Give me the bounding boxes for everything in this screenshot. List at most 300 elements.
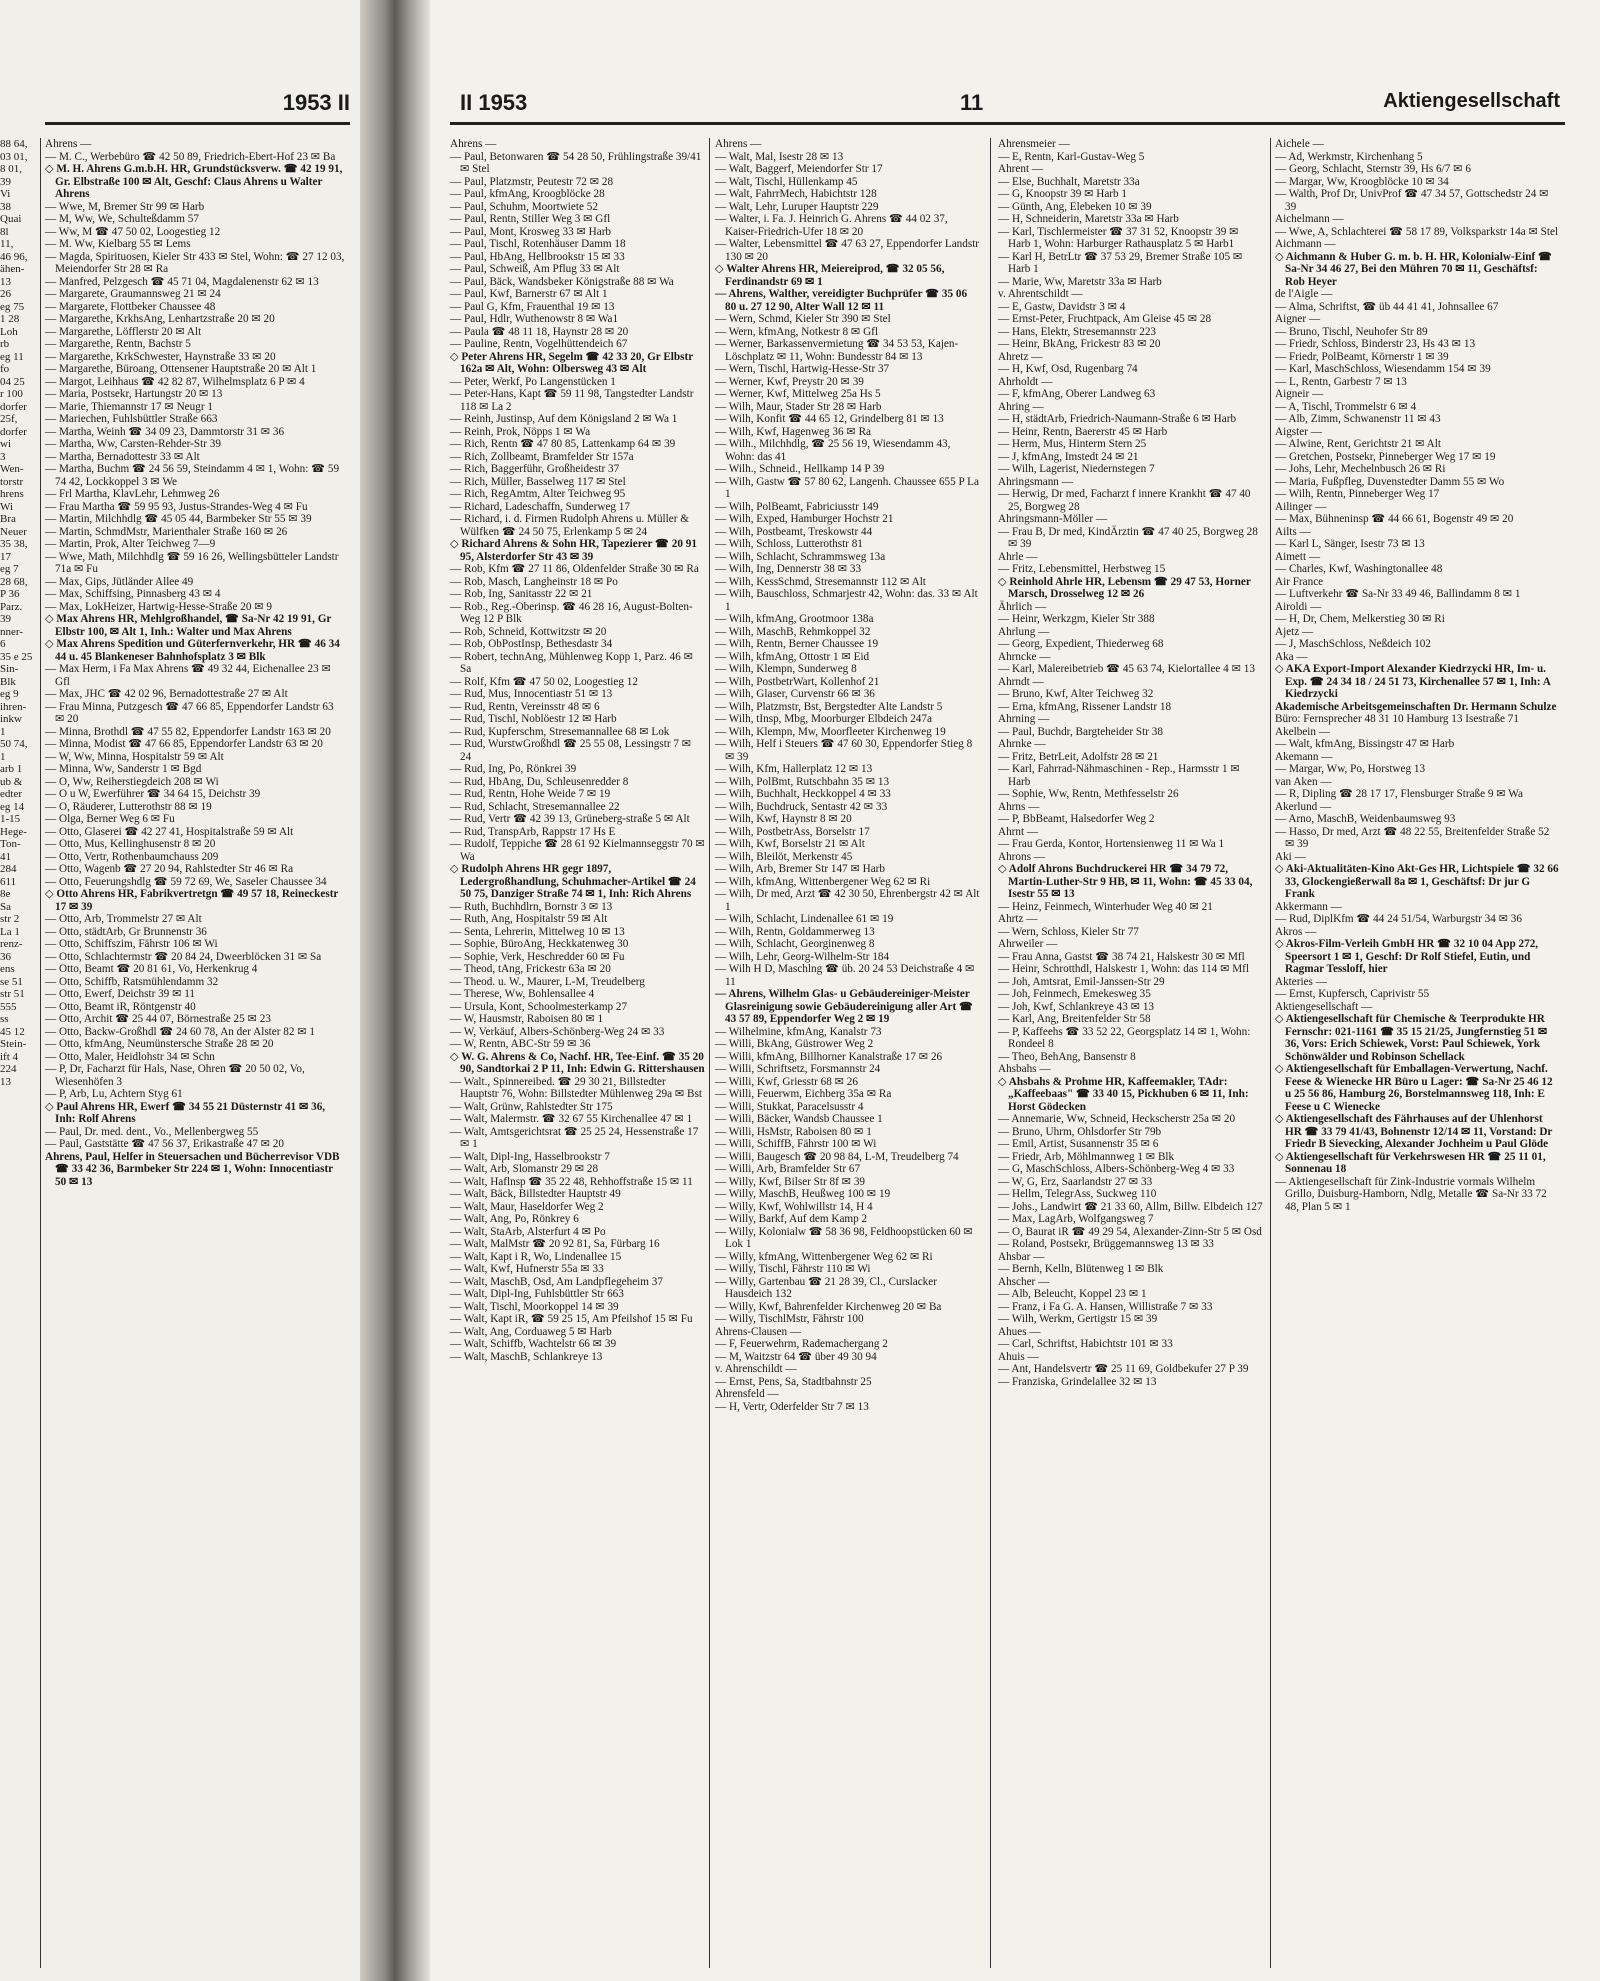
directory-entry: Ahrweiler —: [998, 938, 1058, 950]
right-header-rule: [450, 122, 1565, 125]
left-page: [0, 0, 360, 1981]
directory-entry: — Wilh, Bleilöt, Merkenstr 45: [715, 850, 853, 863]
directory-entry: — Wilh, Rentn, Pinneberger Weg 17: [1275, 488, 1440, 500]
directory-entry: — J, kfmAng, Imstedt 24 ✉ 21: [998, 450, 1139, 463]
directory-entry: — Otto, Maler, Heidlohstr 34 ✉ Schn: [45, 1050, 215, 1063]
margin-stub-text: Vi: [0, 188, 11, 200]
directory-entry: — Ruth, Ang, Hospitalstr 59 ✉ Alt: [450, 913, 608, 925]
margin-stub-text: Neuer: [0, 525, 27, 538]
directory-entry: — Ursula, Kont, Schoolmesterkamp 27: [450, 1000, 628, 1013]
directory-entry: Aki —: [1275, 850, 1306, 863]
directory-entry: — Alma, Schriftst, ☎ üb 44 41 41, Johnsallee 67: [1275, 300, 1499, 313]
directory-entry: Aka —: [1275, 650, 1308, 663]
margin-stub-text: 88 64,: [0, 138, 28, 150]
margin-stub-text: 50 74,: [0, 738, 28, 750]
directory-entry: — Wilh, Schlacht, Georginenweg 8: [715, 938, 875, 950]
directory-entry: — Bernh, Kelln, Blütenweg 1 ✉ Blk: [998, 1263, 1164, 1275]
directory-entry: Ahrons —: [998, 850, 1045, 863]
directory-entry: Ahrens-Clausen —: [715, 1325, 802, 1338]
directory-entry: Ahsbahs —: [998, 1063, 1051, 1075]
directory-entry: — Friedr, Schloss, Binderstr 23, Hs 43 ✉ 13: [1275, 338, 1476, 350]
margin-stub-text: arb 1: [0, 763, 23, 775]
directory-entry: — G, Knoopstr 39 ✉ Harb 1: [998, 188, 1128, 200]
directory-entry: — Rud, DiplKfm ☎ 44 24 51/54, Warburgstr 34 ✉ 36: [1275, 913, 1522, 925]
directory-entry: — Paul, Hdlr, Wuthenowstr 8 ✉ Wa1: [450, 313, 619, 325]
margin-stub-text: 8l: [0, 225, 9, 238]
directory-entry: ◇ Akros-Film-Verleih GmbH HR ☎ 32 10 04 App 272, Speersort 1 ✉ 1, Geschf: Dr Rolf Stiefel, Eutin, und Ragmar Tessloff, hier: [1275, 938, 1539, 975]
directory-entry: — Rud, Vertr ☎ 42 39 13, Grüneberg-straße 5 ✉ Alt: [450, 813, 690, 825]
directory-entry: — Wilh, Postbeamt, Treskowstr 44: [715, 525, 873, 538]
directory-entry: Ahringsmann-Möller —: [998, 513, 1108, 525]
directory-entry: — P, Kaffeehs ☎ 33 52 22, Georgsplatz 14 ✉ 1, Wohn: Rondeel 8: [998, 1025, 1251, 1050]
directory-entry: — Hellm, TelegrAss, Suckweg 110: [998, 1188, 1157, 1200]
directory-entry: — Margarethe, KrkhsAng, Lenhartzstraße 20 ✉ 20: [45, 313, 275, 325]
directory-entry: Ajetz —: [1275, 625, 1314, 638]
directory-entry: — Wilh, Dr med, Arzt ☎ 42 30 50, Ehrenbergstr 42 ✉ Alt 1: [715, 888, 980, 913]
directory-entry: Aimett —: [1275, 550, 1321, 563]
directory-entry: — Walt, Arb, Slomanstr 29 ✉ 28: [450, 1163, 599, 1175]
margin-stub-text: eg 9: [0, 688, 19, 700]
directory-entry: — E, Gastw, Davidstr 3 ✉ 4: [998, 300, 1126, 313]
directory-entry: — Willy, Barkf, Auf dem Kamp 2: [715, 1213, 868, 1225]
directory-entry: — Paul, Schweiß, Am Pflug 33 ✉ Alt: [450, 263, 620, 275]
directory-entry: — Wilh, Kwf, Haynstr 8 ✉ 20: [715, 813, 852, 825]
directory-entry: — Wilh, Ing, Dennerstr 38 ✉ 33: [715, 563, 862, 575]
directory-entry: — Rud, Rentn, Hohe Weide 7 ✉ 19: [450, 788, 611, 800]
directory-entry: — J, MaschSchloss, Neßdeich 102: [1275, 638, 1431, 650]
directory-entry: — Heinr, Schrotthdl, Halskestr 1, Wohn: das 114 ✉ Mfl: [998, 963, 1250, 975]
directory-entry: — Margarethe, Löfflerstr 20 ✉ Alt: [45, 325, 202, 338]
directory-entry: Ahrndt —: [998, 675, 1044, 688]
directory-entry: — Alwine, Rent, Gerichtstr 21 ✉ Alt: [1275, 438, 1441, 450]
directory-entry: — O, Baurat iR ☎ 49 29 54, Alexander-Zinn-Str 5 ✉ Osd: [998, 1225, 1262, 1238]
margin-stub-text: ens: [0, 963, 15, 975]
margin-stub-text: 8 01,: [0, 163, 22, 175]
margin-stub-text: 39: [0, 175, 11, 188]
directory-entry: — M. C., Werbebüro ☎ 42 50 89, Friedrich-Ebert-Hof 23 ✉ Ba: [45, 150, 336, 163]
directory-entry: de l'Aigle —: [1275, 288, 1333, 300]
directory-entry: — Rud, Kupferschm, Stresemannallee 68 ✉ Lok: [450, 725, 670, 738]
directory-entry: — Rob, ObPostInsp, Bethesdastr 34: [450, 638, 613, 650]
directory-entry: — Walt, kfmAng, Bissingstr 47 ✉ Harb: [1275, 738, 1455, 750]
margin-stub-text: La 1: [0, 925, 20, 938]
directory-entry: — Willy, Kwf, Bilser Str 8f ✉ 39: [715, 1175, 866, 1188]
directory-entry: — Rob, Schneid, Kottwitzstr ✉ 20: [450, 625, 607, 638]
directory-entry: Ahrtz —: [998, 913, 1038, 925]
directory-entry: — Walt, Malermstr. ☎ 32 67 55 Kirchenallee 47 ✉ 1: [450, 1113, 693, 1125]
directory-entry: — Wwe, Math, Milchhdlg ☎ 59 16 26, Wellingsbütteler Landstr 71a ✉ Fu: [45, 550, 339, 575]
directory-entry: — Walter, Lebensmittel ☎ 47 63 27, Eppendorfer Landstr 130 ✉ 20: [715, 238, 980, 263]
directory-entry: — Heinr, BkAng, Frickestr 83 ✉ 20: [998, 338, 1161, 350]
directory-entry: — Wilhelmine, kfmAng, Kanalstr 73: [715, 1025, 882, 1038]
left-page-column: [45, 138, 345, 1188]
directory-entry: — Willy, Tischl, Fährstr 110 ✉ Wi: [715, 1263, 871, 1275]
directory-entry: — Walt., Spinnereibed. ☎ 29 30 21, Billstedter Hauptstr 76, Wohn: Billstedter Mühlenweg 29a ✉ Bst: [450, 1075, 702, 1100]
directory-entry: — Ruth, Buchhdlrn, Bornstr 3 ✉ 13: [450, 900, 613, 913]
directory-entry: ◇ M. H. Ahrens G.m.b.H. HR, Grundstücksverw. ☎ 42 19 91, Gr. Elbstraße 100 ✉ Alt, Geschf: Claus Ahrens u Walter Ahrens: [45, 163, 343, 200]
directory-entry: — Theo, BehAng, Bansenstr 8: [998, 1050, 1136, 1063]
directory-entry: Ahuis —: [998, 1350, 1039, 1363]
directory-entry: — Paul, Platzmstr, Peutestr 72 ✉ 28: [450, 175, 614, 188]
directory-entry: — E, Rentn, Karl-Gustav-Weg 5: [998, 150, 1145, 163]
directory-entry: — Willy, Kwf, Bahrenfelder Kirchenweg 20 ✉ Ba: [715, 1300, 942, 1313]
margin-stub-text: Blk: [0, 675, 16, 688]
directory-entry: — Frau B, Dr med, KindÄrztin ☎ 47 40 25, Borgweg 28 ✉ 39: [998, 525, 1258, 550]
directory-entry: Ahrens —: [450, 138, 497, 150]
directory-entry: — Rud, Rentn, Vereinsstr 48 ✉ 6: [450, 700, 600, 713]
directory-entry: — Paul, Kwf, Barnerstr 67 ✉ Alt 1: [450, 288, 608, 300]
directory-entry: — M, Waitzstr 64 ☎ über 49 30 94: [715, 1350, 877, 1363]
directory-entry: — Walt, FahrrMech, Habichtstr 128: [715, 188, 877, 200]
directory-entry: ◇ W. G. Ahrens & Co, Nachf. HR, Tee-Einf. ☎ 35 20 90, Sandtorkai 2 P 11, Inh: Edwin G. Rittershausen: [450, 1050, 705, 1075]
directory-entry: — Ad, Werkmstr, Kirchenhang 5: [1275, 150, 1423, 163]
directory-entry: — W, Rentn, ABC-Str 59 ✉ 36: [450, 1038, 591, 1050]
margin-stub-text: eg 14: [0, 800, 25, 813]
directory-entry: — Otto, kfmAng, Neumünstersche Straße 28 ✉ 20: [45, 1038, 274, 1050]
directory-entry: — Margarethe, Rentn, Bachstr 5: [45, 338, 191, 350]
directory-entry: — Wilh, PolBeamt, Fabriciusstr 149: [715, 500, 879, 513]
directory-entry: — Peter-Hans, Kapt ☎ 59 11 98, Tangstedter Landstr 118 ✉ La 2: [450, 388, 694, 413]
directory-entry: — Johs., Landwirt ☎ 21 33 60, Allm, Billw. Elbdeich 127: [998, 1200, 1263, 1213]
directory-entry: Akelbein —: [1275, 725, 1330, 738]
directory-entry: Ahrensmeier —: [998, 138, 1070, 150]
directory-entry: — Rich, Baggerführ, Großheidestr 37: [450, 463, 620, 475]
directory-entry: — Wilh., Milchhdlg, ☎ 25 56 19, Wiesendamm 43, Wohn: das 41: [715, 438, 951, 463]
section-title: Aktiengesellschaft: [1383, 90, 1560, 112]
directory-entry: — H, städtArb, Friedrich-Naumann-Straße 6 ✉ Harb: [998, 413, 1237, 425]
directory-entry: Ährlich —: [998, 600, 1047, 613]
margin-stub-text: dorfer: [0, 400, 27, 413]
directory-entry: — H, Schneiderin, Maretstr 33a ✉ Harb: [998, 213, 1179, 225]
directory-entry: Ailinger —: [1275, 500, 1327, 513]
directory-entry: — Paul, Buchdr, Bargteheider Str 38: [998, 725, 1163, 738]
directory-entry: — Frl Martha, KlavLehr, Lehmweg 26: [45, 488, 220, 500]
directory-entry: — Walter, i. Fa. J. Heinrich G. Ahrens ☎ 44 02 37, Kaiser-Friedrich-Ufer 18 ✉ 20: [715, 213, 948, 238]
directory-entry: — Olga, Berner Weg 6 ✉ Fu: [45, 813, 175, 825]
directory-entry: — Wwe, A, Schlachterei ☎ 58 17 89, Volksparkstr 14a ✉ Stel: [1275, 225, 1559, 238]
directory-entry: — Maria, Fußpfleg, Duvenstedter Damm 55 ✉ Wo: [1275, 475, 1505, 488]
margin-stub-text: 35 38,: [0, 538, 28, 550]
directory-entry: ◇ Walter Ahrens HR, Meiereiprod, ☎ 32 05 56, Ferdinandstr 69 ✉ 1: [715, 263, 945, 288]
margin-stub-text: wi: [0, 438, 11, 450]
directory-entry: — F, kfmAng, Oberer Landweg 63: [998, 388, 1156, 400]
directory-entry: Ahring —: [998, 400, 1044, 413]
directory-entry: — Joh, Amtsrat, Emil-Janssen-Str 29: [998, 975, 1165, 988]
directory-entry: — Paul, Dr. med. dent., Vo., Mellenbergweg 55: [45, 1125, 259, 1138]
directory-entry: — R, Dipling ☎ 28 17 17, Flensburger Straße 9 ✉ Wa: [1275, 788, 1523, 800]
directory-entry: — Fritz, BetrLeit, Adolfstr 28 ✉ 21: [998, 750, 1159, 763]
directory-entry: Ahrning —: [998, 713, 1050, 725]
directory-entry: — Rob, Kfm ☎ 27 11 86, Oldenfelder Straße 30 ✉ Ra: [450, 563, 699, 575]
directory-entry: Büro: Fernsprecher 48 31 10 Hamburg 13 Isestraße 71: [1275, 713, 1519, 725]
directory-entry: — P, BbBeamt, Halsedorfer Weg 2: [998, 813, 1155, 825]
directory-entry: — Wilh, Maur, Stader Str 28 ✉ Harb: [715, 400, 882, 413]
directory-entry: — Otto, Mus, Kellinghusenstr 8 ✉ 20: [45, 838, 216, 850]
directory-entry: — Willi, SchiffB, Fährstr 100 ✉ Wi: [715, 1138, 877, 1150]
directory-entry: — Margarete, Graumannsweg 21 ✉ 24: [45, 288, 221, 300]
directory-entry: — Walth, Prof Dr, UnivProf ☎ 47 34 57, Gottschedstr 24 ✉ 39: [1275, 188, 1549, 213]
directory-entry: — Rob, Ing, Sanitasstr 22 ✉ 21: [450, 588, 593, 600]
directory-entry: — Reinh, Justinsp, Auf dem Königsland 2 ✉ Wa 1: [450, 413, 678, 425]
directory-entry: — Herm, Mus, Hinterm Stern 25: [998, 438, 1147, 450]
directory-entry: — Otto, Schlachtermstr ☎ 20 84 24, Dweerblöcken 31 ✉ Sa: [45, 950, 322, 963]
directory-entry: — Martha, Buchm ☎ 24 56 59, Steindamm 4 ✉ 1, Wohn: ☎ 59 74 42, Lockkoppel 3 ✉ We: [45, 463, 340, 488]
directory-entry: — O, Ww, Reiherstiegdeich 208 ✉ Wi: [45, 775, 219, 788]
directory-entry: — Willi, Bäcker, Wandsb Chaussee 1: [715, 1113, 883, 1125]
directory-entry: — Erna, kfmAng, Rissener Landstr 18: [998, 700, 1172, 713]
directory-entry: — Willy, Kolonialw ☎ 58 36 98, Feldhoopstücken 60 ✉ Lok 1: [715, 1225, 973, 1250]
directory-entry: — Walt, Schiffb, Wachtelstr 66 ✉ 39: [450, 1338, 617, 1350]
margin-stub-text: Hege-: [0, 825, 27, 838]
directory-entry: Akemann —: [1275, 750, 1333, 763]
margin-stub-text: 25f,: [0, 413, 18, 425]
margin-stub-text: torstr: [0, 475, 24, 488]
directory-entry: — H, Vertr, Oderfelder Str 7 ✉ 13: [715, 1400, 869, 1413]
margin-stub-text: 1: [0, 725, 6, 738]
margin-stub-text: 13: [0, 275, 11, 288]
directory-entry: ◇ Aktiengesellschaft für Chemische & Teerprodukte HR Fernschr: 021-1161 ☎ 35 15 21/25, Jungfernstieg 51 ✉ 36, Vors: Erich Schiewek, Vorst: Paul Schiewek, York Schönwälder und Robinson Schellack: [1275, 1013, 1548, 1063]
margin-stub-text: 6: [0, 638, 6, 650]
directory-entry: — Rud, Ing, Po, Rönkrei 39: [450, 763, 577, 775]
margin-stub-text: rb: [0, 338, 10, 350]
margin-stub-text: r 100: [0, 388, 23, 400]
directory-entry: — W, Ww, Minna, Hospitalstr 59 ✉ Alt: [45, 750, 224, 763]
margin-stub-text: str 51: [0, 988, 25, 1000]
directory-entry: — Ernst-Peter, Fruchtpack, Am Gleise 45 ✉ 28: [998, 313, 1212, 325]
directory-entry: — Paul, Tischl, Rotenhäuser Damm 18: [450, 238, 626, 250]
directory-entry: — Paul G, Kfm, Frauenthal 19 ✉ 13: [450, 300, 615, 313]
directory-entry: — Paul, Betonwaren ☎ 54 28 50, Frühlingstraße 39/41 ✉ Stel: [450, 150, 702, 175]
column-divider-3: [1270, 138, 1271, 1968]
directory-entry: — Rolf, Kfm ☎ 47 50 02, Loogestieg 12: [450, 675, 638, 688]
directory-entry: — Otto, Arb, Trommelstr 27 ✉ Alt: [45, 913, 202, 925]
directory-entry: — Wilh, Klempn, Sunderweg 8: [715, 663, 857, 675]
directory-entry: — Wilh, Kwf, Hagenweg 36 ✉ Ra: [715, 425, 871, 438]
directory-entry: — Charles, Kwf, Washingtonallee 48: [1275, 563, 1443, 575]
directory-entry: — Emil, Artist, Susannenstr 35 ✉ 6: [998, 1138, 1159, 1150]
directory-entry: — Roland, Postsekr, Brüggemannsweg 13 ✉ 33: [998, 1238, 1214, 1250]
directory-entry: — Walt, StaArb, Alsterfurt 4 ✉ Po: [450, 1225, 606, 1238]
directory-entry: Ailts —: [1275, 525, 1311, 538]
directory-entry: — Rud, Schlacht, Stresemannallee 22: [450, 800, 620, 813]
directory-entry: Ahringsmann —: [998, 475, 1073, 488]
directory-entry: — Willi, Baugesch ☎ 20 98 84, L-M, Treudelberg 74: [715, 1150, 959, 1163]
directory-entry: — Walt, Tischl, Moorkoppel 14 ✉ 39: [450, 1300, 619, 1313]
directory-entry: — Rob., Reg.-Oberinsp. ☎ 46 28 16, August-Bolten-Weg 12 P Blk: [450, 600, 693, 625]
directory-entry: — P, Arb, Lu, Achtern Styg 61: [45, 1088, 183, 1100]
directory-entry: — Heinr, Werkzgm, Kieler Str 388: [998, 613, 1155, 625]
directory-entry: — Pauline, Rentn, Vogelhüttendeich 67: [450, 338, 628, 350]
directory-entry: — Marie, Ww, Maretstr 33a ✉ Harb: [998, 275, 1162, 288]
directory-entry: — Margarethe, Büroang, Ottensener Hauptstraße 20 ✉ Alt 1: [45, 363, 317, 375]
directory-entry: Aichmann —: [1275, 238, 1336, 250]
directory-entry: — Fritz, Lebensmittel, Herbstweg 15: [998, 563, 1166, 575]
directory-entry: — Wern, Schmd, Kieler Str 390 ✉ Stel: [715, 313, 891, 325]
margin-stub-text: eg 75: [0, 300, 25, 313]
directory-entry: — Karl, Tischlermeister ☎ 37 31 52, Knoopstr 39 ✉ Harb 1, Wohn: Harburger Rathausplatz 5 ✉ Harb1: [998, 225, 1239, 250]
directory-entry: — Otto, Backw-Großhdl ☎ 24 60 78, An der Alster 82 ✉ 1: [45, 1025, 316, 1038]
directory-entry: Ahrle —: [998, 550, 1038, 563]
directory-entry: — Wern, Tischl, Hartwig-Hesse-Str 37: [715, 363, 890, 375]
directory-entry: — Sophie, Ww, Rentn, Methfesselstr 26: [998, 788, 1179, 800]
directory-entry: Ahrensfeld —: [715, 1388, 779, 1400]
directory-entry: ◇ AKA Export-Import Alexander Kiedrzycki HR, Im- u. Exp. ☎ 24 34 18 / 24 51 73, Kirchenallee 57 ✉ 1, Inh: A Kiedrzycki: [1275, 663, 1551, 700]
margin-stub-text: edter: [0, 788, 22, 800]
directory-entry: — Otto, Beamt iR, Röntgenstr 40: [45, 1000, 196, 1013]
page-number: 11: [960, 90, 984, 115]
directory-entry: — Theod. u. W., Maurer, L-M, Treudelberg: [450, 975, 645, 988]
margin-stub-text: 36: [0, 950, 11, 963]
directory-entry: — Werner, Barkassenvermietung ☎ 34 53 53, Kajen-Löschplatz ✉ 11, Wohn: Bundesstr 84 ✉ 13: [715, 338, 959, 363]
directory-entry: — Willy, TischlMstr, Fährstr 100: [715, 1313, 864, 1325]
directory-entry: — Magda, Spirituosen, Kieler Str 433 ✉ Stel, Wohn: ☎ 27 12 03, Meiendorfer Str 28 ✉ Ra: [45, 250, 345, 275]
directory-entry: Ahrnke —: [998, 738, 1046, 750]
directory-entry: — Wern, kfmAng, Notkestr 8 ✉ Gfl: [715, 325, 879, 338]
directory-entry: — A, Tischl, Trommelstr 6 ✉ 4: [1275, 400, 1417, 413]
left-column-divider: [40, 138, 41, 1968]
directory-entry: — W, Hausmstr, Raboisen 80 ✉ 1: [450, 1013, 604, 1025]
directory-entry: Aktiengesellschaft —: [1275, 1000, 1373, 1013]
directory-entry: — Wilh, Buchdruck, Sentastr 42 ✉ 33: [715, 800, 888, 813]
right-header-year: II 1953: [460, 90, 528, 115]
directory-entry: Ahrens, Paul, Helfer in Steuersachen und Bücherrevisor VDB ☎ 33 42 36, Barmbeker Str 224 ✉ 1, Wohn: Innocentiastr 50 ✉ 13: [45, 1150, 340, 1188]
directory-entry: — Rud, Mus, Innocentiastr 51 ✉ 13: [450, 688, 613, 700]
directory-entry: — H, Dr, Chem, Melkerstieg 30 ✉ Ri: [1275, 613, 1445, 625]
directory-entry: — L, Rentn, Garbestr 7 ✉ 13: [1275, 375, 1407, 388]
directory-entry: Ahrent —: [998, 163, 1044, 175]
directory-entry: — Wilh H D, Maschlng ☎ üb. 20 24 53 Deichstraße 4 ✉ 11: [715, 963, 975, 988]
directory-entry: ◇ Adolf Ahrons Buchdruckerei HR ☎ 34 79 72, Martin-Luther-Str 9 HB, ✉ 11, Wohn: ☎ 45 33 04, Isestr 55 ✉ 13: [998, 863, 1253, 900]
directory-entry: — Wilh, kfmAng, Ottostr 1 ✉ Eid: [715, 650, 870, 663]
directory-entry: — Walt, Dipl-Ing, Hasselbrookstr 7: [450, 1150, 610, 1163]
directory-entry: — Willi, Arb, Bramfelder Str 67: [715, 1163, 861, 1175]
directory-entry: — Robert, technAng, Mühlenweg Kopp 1, Parz. 46 ✉ Sa: [450, 650, 694, 675]
directory-entry: Aigner —: [1275, 313, 1321, 325]
directory-entry: — Willi, Feuerwm, Eichberg 35a ✉ Ra: [715, 1088, 892, 1100]
directory-entry: — Aktiengesellschaft für Zink-Industrie vormals Wilhelm Grillo, Duisburg-Hamborn, Ndlg, Metalle ☎ Sa-Nr 33 72 48, Plan 5 ✉ 1: [1275, 1175, 1547, 1213]
directory-entry: van Aken —: [1275, 775, 1332, 788]
directory-entry: — Walt, Maur, Haseldorfer Weg 2: [450, 1200, 604, 1213]
margin-stub-text: ihren-: [0, 700, 27, 713]
directory-entry: ◇ Peter Ahrens HR, Segelm ☎ 42 33 20, Gr Elbstr 162a ✉ Alt, Wohn: Olbersweg 43 ✉ Alt: [450, 350, 693, 375]
left-header-rule: [45, 122, 350, 125]
directory-entry: — Walt, MaschB, Osd, Am Landpflegeheim 37: [450, 1275, 663, 1288]
directory-entry: — Wilh, Glaser, Curvenstr 66 ✉ 36: [715, 688, 875, 700]
directory-entry: — Wilh, kfmAng, Wittenbergener Weg 62 ✉ Ri: [715, 875, 931, 888]
directory-entry: — Senta, Lehrerin, Mittelweg 10 ✉ 13: [450, 925, 625, 938]
margin-stub-text: Wi: [0, 500, 13, 513]
margin-stub-text: ift 4: [0, 1050, 19, 1063]
directory-entry: — Margar, Ww, Kroogblöcke 10 ✉ 34: [1275, 175, 1449, 188]
directory-entry: — Johs, Lehr, Mechelnbusch 26 ✉ Ri: [1275, 463, 1446, 475]
directory-entry: — Willi, Kwf, Griesstr 68 ✉ 26: [715, 1075, 858, 1088]
directory-entry: — Paul, kfmAng, Kroogblöcke 28: [450, 188, 605, 200]
directory-entry: — Wilh, MaschB, Rehmkoppel 32: [715, 625, 871, 638]
directory-entry: Ahsbar —: [998, 1250, 1045, 1263]
directory-entry: — Willi, Stukkat, Paracelsusstr 4: [715, 1100, 864, 1113]
directory-entry: Ahues —: [998, 1325, 1041, 1338]
directory-entry: Ahrnt —: [998, 825, 1039, 838]
directory-entry: — Rich, Zollbeamt, Bramfelder Str 157a: [450, 450, 634, 463]
margin-stub-text: 41: [0, 850, 11, 863]
directory-entry: — Wern, Schloss, Kieler Str 77: [998, 925, 1139, 938]
directory-entry: Ahrncke —: [998, 650, 1051, 663]
directory-entry: — Bruno, Kwf, Alter Teichweg 32: [998, 688, 1154, 700]
directory-entry: — Otto, Beamt ☎ 20 81 61, Vo, Herkenkrug 4: [45, 963, 258, 975]
margin-stub-text: nner-: [0, 625, 23, 638]
directory-entry: Akkermann —: [1275, 900, 1342, 913]
directory-entry: ◇ Aki-Aktualitäten-Kino Akt-Ges HR, Lichtspiele ☎ 32 66 33, Glockengießerwall 8a ✉ 1, Geschäftsf: Dr jur G Frank: [1275, 863, 1559, 900]
directory-entry: — Martin, Milchhdlg ☎ 45 05 44, Barmbeker Str 55 ✉ 39: [45, 513, 312, 525]
directory-entry: — Willy, Gartenbau ☎ 21 28 39, Cl., Curslacker Hausdeich 132: [715, 1275, 937, 1300]
directory-entry: — Otto, städtArb, Gr Brunnenstr 36: [45, 925, 207, 938]
directory-entry: — Carl, Schriftst, Habichtstr 101 ✉ 33: [998, 1338, 1173, 1350]
directory-entry: — Wilh, kfmAng, Grootmoor 138a: [715, 613, 874, 625]
directory-entry: — Friedr, Arb, Möhlmannweg 1 ✉ Blk: [998, 1150, 1175, 1163]
directory-entry: — Walt, Tischl, Hüllenkamp 45: [715, 175, 858, 188]
directory-entry: — Wilh., Schneid., Hellkamp 14 P 39: [715, 463, 885, 475]
directory-entry: ◇ Max Ahrens HR, Mehlgroßhandel, ☎ Sa-Nr 42 19 91, Gr Elbstr 100, ✉ Alt 1, Inh.: Walter und Max Ahrens: [45, 613, 332, 638]
margin-stub-text: 26: [0, 288, 11, 300]
directory-entry: — Sophie, Verk, Heschredder 60 ✉ Fu: [450, 950, 625, 963]
directory-entry: Ahrens —: [715, 138, 762, 150]
directory-entry: — Otto, Wagenb ☎ 27 20 94, Rahlstedter Str 46 ✉ Ra: [45, 863, 294, 875]
directory-entry: — Walt, Ang, Corduaweg 5 ✉ Harb: [450, 1325, 612, 1338]
directory-entry: — Walt, Haflnsp ☎ 35 22 48, Rehhoffstraße 15 ✉ 11: [450, 1175, 693, 1188]
directory-entry: — Paul, Bäck, Wandsbeker Königstraße 88 ✉ Wa: [450, 275, 674, 288]
directory-entry: — Wilh, PostbetrAss, Borselstr 17: [715, 825, 870, 838]
directory-entry: — H, Kwf, Osd, Rugenbarg 74: [998, 363, 1138, 375]
directory-entry: — Rich, Rentn ☎ 47 80 85, Lattenkamp 64 ✉ 39: [450, 438, 676, 450]
directory-entry: — Gretchen, Postsekr, Pinneberger Weg 17 ✉ 19: [1275, 450, 1496, 463]
directory-entry: Ahrholdt —: [998, 375, 1053, 388]
directory-entry: — Werner, Kwf, Preystr 20 ✉ 39: [715, 375, 864, 388]
directory-entry: — Willy, Kwf, Wohlwillstr 14, H 4: [715, 1200, 873, 1213]
directory-entry: — O u W, Ewerführer ☎ 34 64 15, Deichstr 39: [45, 788, 261, 800]
directory-entry: — Walt, Kapt i R, Wo, Lindenallee 15: [450, 1250, 622, 1263]
margin-stub-text: eg 11: [0, 350, 24, 363]
directory-entry: — Wilh, Schlacht, Lindenallee 61 ✉ 19: [715, 913, 894, 925]
directory-entry: — P, Dr, Facharzt für Hals, Nase, Ohren ☎ 20 50 02, Vo, Wiesenhöfen 3: [45, 1063, 305, 1088]
margin-stub-text: 39: [0, 613, 11, 625]
directory-entry: — Wilh, KessSchmd, Stresemannstr 112 ✉ Alt: [715, 575, 926, 588]
directory-entry: — Paul, HbAng, Hellbrookstr 15 ✉ 33: [450, 250, 625, 263]
directory-entry: Ahrlung —: [998, 625, 1050, 638]
margin-stub-text: 28 68,: [0, 575, 28, 588]
directory-entry: ◇ Aichmann & Huber G. m. b. H. HR, Kolonialw-Einf ☎ Sa-Nr 34 46 27, Bei den Mühren 70 ✉ 11, Geschäftsf: Rob Heyer: [1275, 250, 1552, 288]
margin-stub-text: eg 7: [0, 563, 19, 575]
directory-entry: — Marie, Thiemannstr 17 ✉ Neugr 1: [45, 400, 213, 413]
directory-entry: — Wilh, Rentn, Berner Chaussee 19: [715, 638, 879, 650]
margin-stub-text: 17: [0, 550, 11, 563]
directory-entry: — Walt, Kwf, Hufnerstr 55a ✉ 33: [450, 1263, 604, 1275]
margin-stub-text: P 36: [0, 588, 20, 600]
directory-entry: — Martha, Ww, Carsten-Rehder-Str 39: [45, 438, 221, 450]
directory-entry: Ahrens —: [45, 138, 92, 150]
directory-entry: — Martin, SchmdMstr, Marienthaler Straße 160 ✉ 26: [45, 525, 288, 538]
directory-entry: — Karl, Malereibetrieb ☎ 45 63 74, Kielortallee 4 ✉ 13: [998, 663, 1255, 675]
directory-entry: — Max, Gips, Jütländer Allee 49: [45, 575, 194, 588]
directory-entry: — Wilh, Klempn, Mw, Moorfleeter Kirchenweg 19: [715, 725, 946, 738]
directory-entry: — Ernst, Kupfersch, Caprivistr 55: [1275, 988, 1430, 1000]
margin-stub-text: fo: [0, 363, 10, 375]
directory-entry: — Therese, Ww, Bohlensallee 4: [450, 988, 595, 1000]
directory-entry: — Walt, Bäck, Billstedter Hauptstr 49: [450, 1188, 621, 1200]
directory-entry: — Frau Minna, Putzgesch ☎ 47 66 85, Eppendorfer Landstr 63 ✉ 20: [45, 700, 334, 725]
directory-entry: Ahrns —: [998, 800, 1040, 813]
directory-entry: ◇ Aktiengesellschaft des Fährhauses auf der Uhlenhorst HR ☎ 33 79 41/43, Bohnenstr 12/14 ✉ 11, Vorstand: Dr Friedr B Sievecking, Alexander Jochheim u Paul Glöde: [1275, 1113, 1553, 1150]
margin-stub-text: ub &: [0, 775, 23, 788]
